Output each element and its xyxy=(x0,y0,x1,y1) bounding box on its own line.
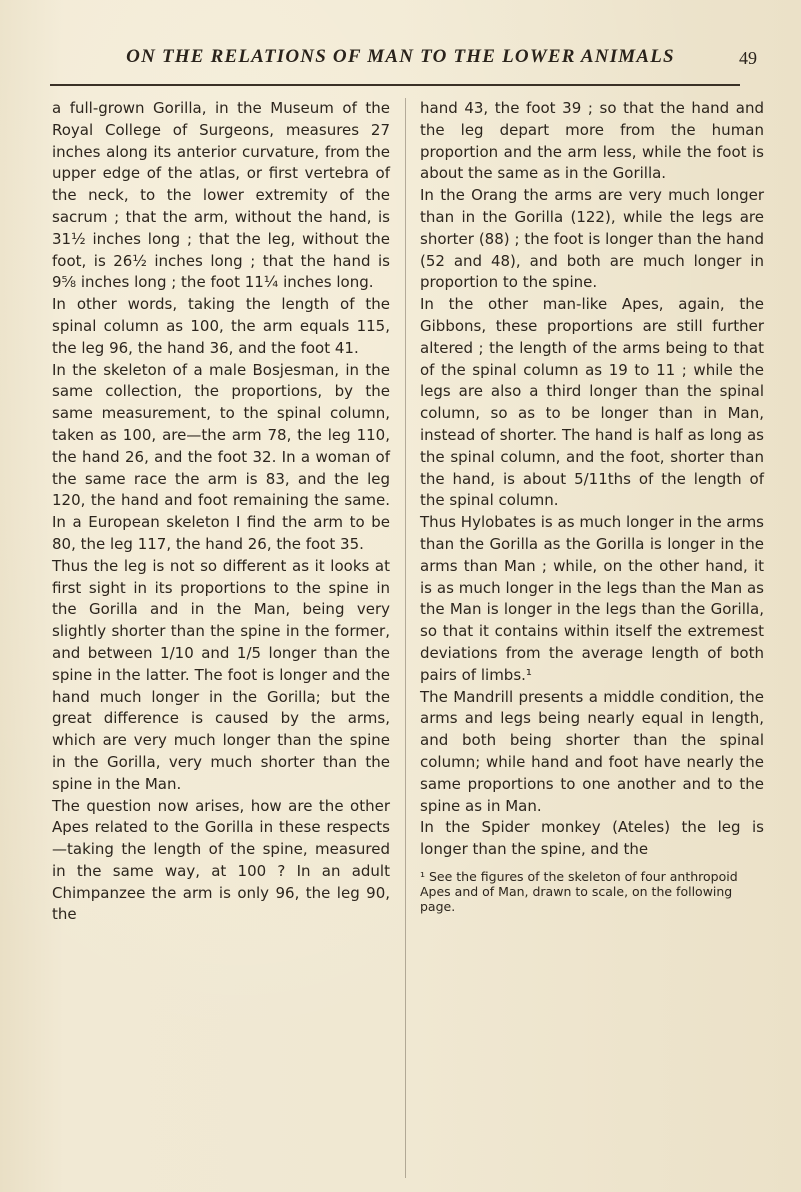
paragraph: The question now arises, how are the other Apes related to the Gorilla in these respects—taking the length of the spine, measured in the same way, at 100 ? In an adult Chimpanzee the arm is only 96, the leg 90, the xyxy=(52,796,390,924)
left-column xyxy=(52,98,390,926)
paragraph: In the Orang the arms are very much longer than in the Gorilla (122), while the legs are shorter (88) ; the foot is longer than the hand (52 and 48), and both are much longer in proportion to the spine. xyxy=(420,186,764,292)
paragraph: The Mandrill presents a middle condition, the arms and legs being nearly equal in length, and both being shorter than the spinal column; while hand and foot have nearly the same proportions to one another and to the spine as in Man. xyxy=(420,687,764,815)
footnote: ¹ See the figures of the skeleton of four anthropoid Apes and of Man, drawn to scale, on the following page. xyxy=(420,868,738,914)
column-divider xyxy=(405,98,406,1178)
paragraph: Thus the leg is not so different as it looks at first sight in its proportions to the spine in the Gorilla and in the Man, being very slightly shorter than the spine in the former, and between 1/10 and 1/5 longer than the spine in the latter. The foot is longer and the hand much longer in the Gorilla; but the great difference is caused by the arms, which are very much longer than the spine in the Gorilla, very much shorter than the spine in the Man. xyxy=(52,556,390,793)
paragraph: hand 43, the foot 39 ; so that the hand and the leg depart more from the human proportion and the arm less, while the foot is about the same as in the Gorilla. xyxy=(420,99,764,183)
header-rule xyxy=(50,84,740,86)
paragraph: a full-grown Gorilla, in the Museum of the Royal College of Surgeons, measures 27 inches along its anterior curvature, from the upper edge of the atlas, or first vertebra of the neck, to the lower extremity of the sacrum ; that the arm, without the hand, is 31½ inches long ; that the leg, without the foot, is 26½ inches long ; that the hand is 9⅝ inches long ; the foot 11¼ inches long. xyxy=(52,99,390,292)
paragraph: In the Spider monkey (Ateles) the leg is longer than the spine, and the xyxy=(420,818,764,859)
paragraph: In the other man-like Apes, again, the Gibbons, these proportions are still further altered ; the length of the arms being to that of the spinal column as 19 to 11 ; while the legs are also a third longer than the spinal column, so as to be longer than in Man, instead of shorter. The hand is half as long as the spinal column, and the foot, shorter than the hand, is about 5/11ths of the length of the spinal column. xyxy=(420,295,764,510)
paragraph: In other words, taking the length of the spinal column as 100, the arm equals 115, the leg 96, the hand 36, and the foot 41. xyxy=(52,295,390,357)
page-header xyxy=(0,36,801,76)
right-column xyxy=(420,98,764,914)
paragraph: In the skeleton of a male Bosjesman, in the same collection, the proportions, by the same measurement, to the spinal column, taken as 100, are—the arm 78, the leg 110, the hand 26, and the foot 32. In a woman of the same race the arm is 83, and the leg 120, the hand and foot remaining the same. In a European skeleton I find the arm to be 80, the leg 117, the hand 26, the foot 35. xyxy=(52,360,390,553)
running-head: ON THE RELATIONS OF MAN TO THE LOWER ANIMALS xyxy=(126,46,675,67)
paragraph: Thus Hylobates is as much longer in the arms than the Gorilla as the Gorilla is longer in the arms than Man ; while, on the other hand, it is as much longer in the legs than the Man as the Man is longer in the legs than the Gorilla, so that it contains within itself the extremest deviations from the average length of both pairs of limbs.¹ xyxy=(420,513,764,684)
page-number: 49 xyxy=(739,48,757,68)
